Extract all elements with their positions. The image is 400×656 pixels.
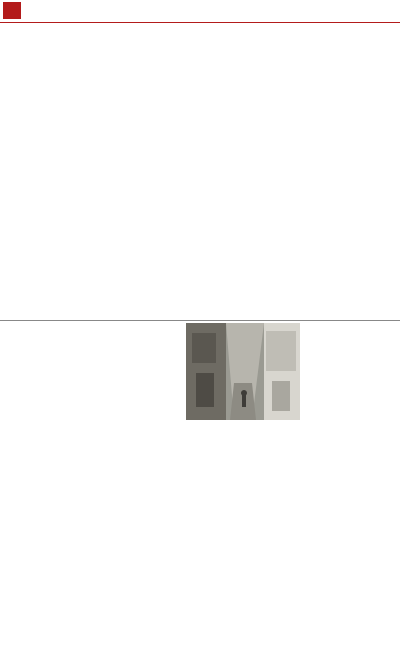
page-header <box>0 0 400 22</box>
feature-title <box>4 520 26 523</box>
page-number <box>3 2 21 19</box>
alley-photo <box>186 323 300 420</box>
section-divider <box>0 320 400 321</box>
header-rule <box>0 22 400 23</box>
